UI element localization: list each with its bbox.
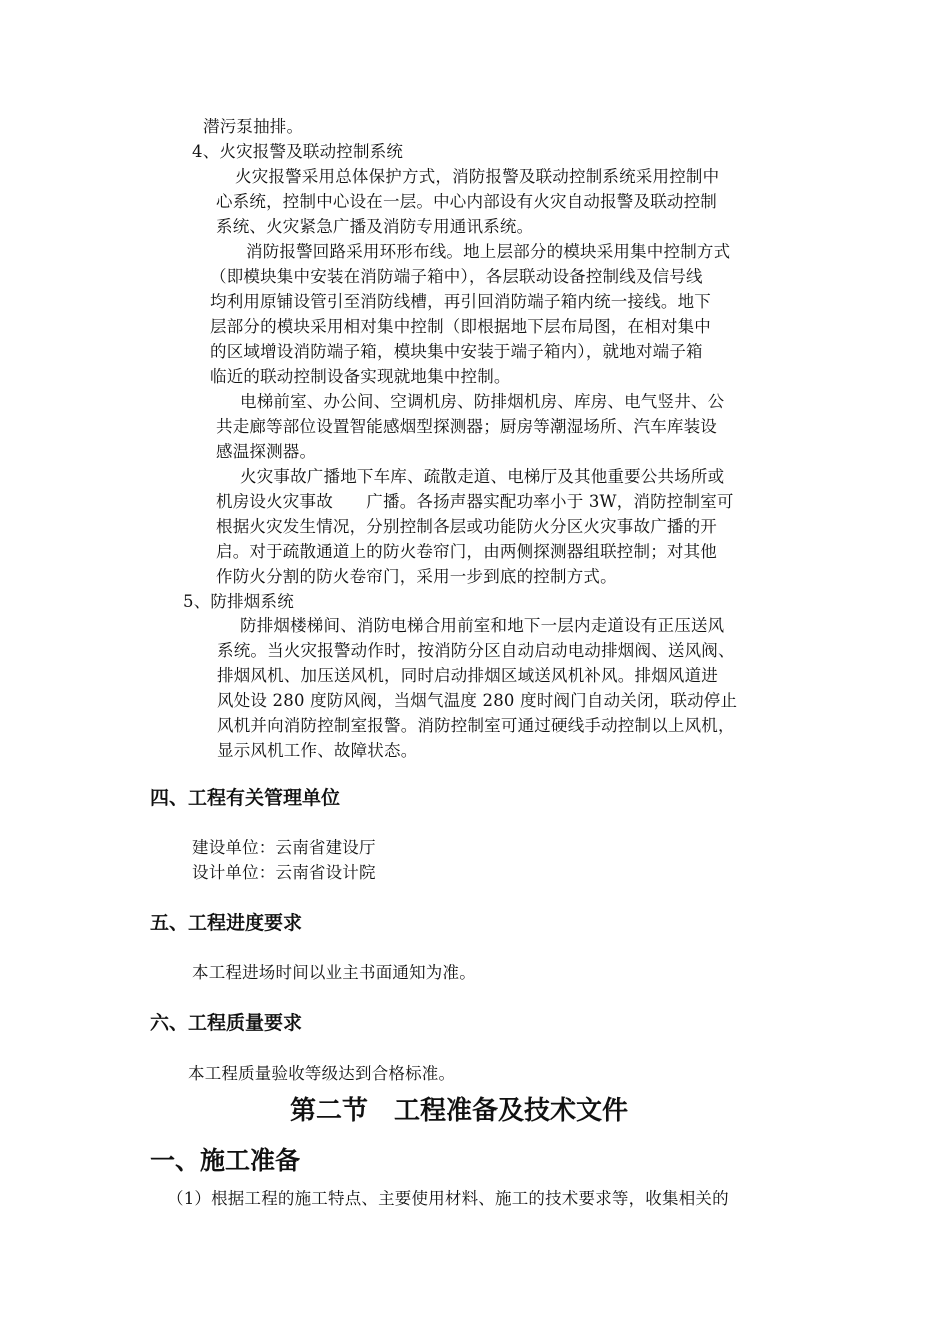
subsection-heading-fire-alarm: 4、火灾报警及联动控制系统 [192,142,404,161]
section-heading-construction-prep: 一、施工准备 [150,1146,301,1175]
paragraph-line: 临近的联动控制设备实现就地集中控制。 [210,367,511,386]
paragraph-line: 系统。当火灾报警动作时，按消防分区自动启动电动排烟阀、送风阀、 [217,641,735,660]
paragraph-line: 系统、火灾紧急广播及消防专用通讯系统。 [216,217,534,236]
paragraph-line: 启。对于疏散通道上的防火卷帘门，由两侧探测器组联控制；对其他 [216,542,717,561]
paragraph-line: 建设单位：云南省建设厅 [192,838,376,857]
subsection-heading-smoke-control: 5、防排烟系统 [183,592,294,611]
paragraph-line: 机房设火灾事故 广播。各扬声器实配功率小于 3W，消防控制室可 [216,492,734,511]
section-heading-schedule: 五、工程进度要求 [150,912,303,934]
paragraph-line: 的区域增设消防端子箱，模块集中安装于端子箱内），就地对端子箱 [210,342,703,361]
paragraph-line: 感温探测器。 [216,442,317,461]
paragraph-line: （1）根据工程的施工特点、主要使用材料、施工的技术要求等，收集相关的 [167,1189,729,1208]
paragraph-line: 作防火分割的防火卷帘门，采用一步到底的控制方式。 [216,567,617,586]
section-heading-management-units: 四、工程有关管理单位 [150,787,341,809]
paragraph-line: 防排烟楼梯间、消防电梯合用前室和地下一层内走道设有正压送风 [240,616,725,635]
paragraph-line: 火灾报警采用总体保护方式，消防报警及联动控制系统采用控制中 [235,167,720,186]
paragraph-line: 消防报警回路采用环形布线。地上层部分的模块采用集中控制方式 [246,242,731,261]
section-heading-quality: 六、工程质量要求 [150,1012,303,1034]
paragraph-line: 共走廊等部位设置智能感烟型探测器；厨房等潮湿场所、汽车库装设 [216,417,717,436]
paragraph-line: 电梯前室、办公间、空调机房、防排烟机房、库房、电气竖井、公 [240,392,725,411]
chapter-title: 第二节 工程准备及技术文件 [290,1096,629,1126]
paragraph-line: 根据火灾发生情况，分别控制各层或功能防火分区火灾事故广播的开 [216,517,717,536]
paragraph-line: 排烟风机、加压送风机，同时启动排烟区域送风机补风。排烟风道进 [217,666,718,685]
paragraph-line: 风处设 280 度防风阀，当烟气温度 280 度时阀门自动关闭，联动停止 [217,691,738,710]
paragraph-line: 层部分的模块采用相对集中控制（即根据地下层布局图，在相对集中 [210,317,711,336]
paragraph-line: 显示风机工作、故障状态。 [217,741,418,760]
paragraph-line: 本工程进场时间以业主书面通知为准。 [192,963,476,982]
paragraph-line: 均利用原铺设管引至消防线槽，再引回消防端子箱内统一接线。地下 [210,292,711,311]
paragraph-line: 设计单位：云南省设计院 [192,863,376,882]
paragraph-line: （即模块集中安装在消防端子箱中），各层联动设备控制线及信号线 [210,267,703,286]
paragraph-line: 潜污泵抽排。 [203,117,304,136]
paragraph-line: 火灾事故广播地下车库、疏散走道、电梯厅及其他重要公共场所或 [240,467,725,486]
paragraph-line: 风机并向消防控制室报警。消防控制室可通过硬线手动控制以上风机， [217,716,735,735]
paragraph-line: 心系统，控制中心设在一层。中心内部设有火灾自动报警及联动控制 [216,192,717,211]
paragraph-line: 本工程质量验收等级达到合格标准。 [188,1064,456,1083]
